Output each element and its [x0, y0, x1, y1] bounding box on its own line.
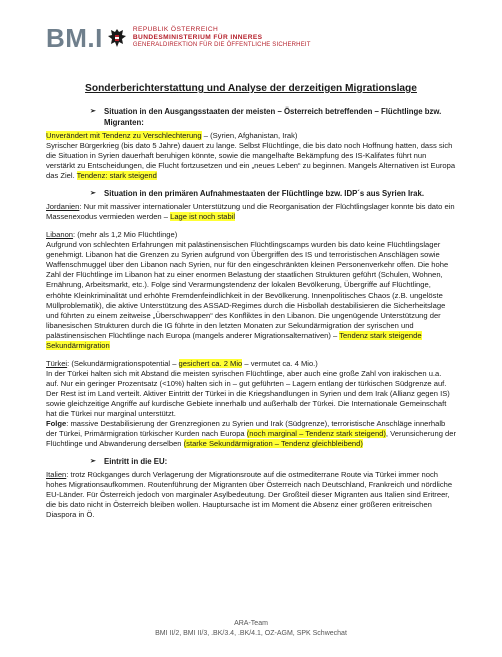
- country-label: Italien: [46, 470, 67, 480]
- footer-team: ARA-Team: [234, 620, 268, 628]
- highlight: (starke Sekundärmigration – Tendenz gleichbleibend): [183, 438, 363, 448]
- highlight: Tendenz: stark steigend: [76, 171, 157, 181]
- org-line-3: GENERALDIREKTION FÜR DIE ÖFFENTLICHE SICHERHEIT: [132, 42, 311, 49]
- highlight: Tendenz stark steigende Sekundärmigration: [46, 330, 422, 350]
- org-line-1: REPUBLIK ÖSTERREICH: [132, 26, 219, 34]
- country-label: Jordanien: [46, 202, 80, 212]
- arrow-bullet-icon: ➢: [90, 190, 96, 198]
- highlight: Unverändert mit Tendenz zu Verschlechterung: [46, 131, 202, 141]
- section-2-heading: ➢ Situation in den primären Aufnahmestaaten der Flüchtlinge bzw. IDP´s aus Syrien Irak.: [90, 189, 425, 199]
- section-3-heading: ➢ Eintritt in die EU:: [90, 456, 168, 466]
- section-1-heading: ➢ Situation in den Ausgangsstaaten der meisten – Österreich betreffenden – Flüchtlinge bzw. Migranten:: [90, 107, 442, 127]
- section-1-body: Unverändert mit Tendenz zu Verschlechterung – (Syrien, Afghanistan, Irak) Syrischer Bürgerkrieg (bis dato 5 Jahre) dauert zu lange. Selbst Flüchtlinge, die bis dato noch Hoffnung hatten, dass sich die Situation in Syrien dauerhaft beruhigen könnte, sowie die mangelhafte Bekämpfung des IS-Kalifates führt nun verstärkt zu Entscheidungen, die Flucht fortzusetzen und ein „neues Leben“ zu beginnen. Mangels Alternativen ist Europa das Ziel. Tendenz: stark steigend: [46, 131, 456, 181]
- ministry-name: [133, 26, 311, 50]
- italy-paragraph: Italien: trotz Rückganges durch Verlagerung der Migrationsroute auf die ostmediterrane Route via Türkei immer noch hohes Migrationsaufkommen. Routenführung der Migranten über Österreich nach Deutschland, Frankreich und nördliche EU-Länder. Für Österreich jedoch von marginaler Asylbedeutung. Der Großteil dieser Migranten aus Italien sind Eritreer, die bis dato nicht in Österreich bleiben wollen. Hauptursache ist im Moment die Absenz einer größeren eritreischen Diaspora in Ö.: [46, 470, 453, 520]
- folge-label: Folge: [46, 418, 67, 428]
- highlight: gesichert ca. 2 Mio: [178, 358, 243, 368]
- country-label: Libanon: [46, 230, 74, 240]
- arrow-bullet-icon: ➢: [90, 457, 96, 465]
- highlight: Lage ist noch stabil: [170, 212, 236, 222]
- highlight: (noch marginal – Tendenz stark steigend): [246, 428, 386, 438]
- letterhead: [46, 16, 456, 60]
- bmi-logo: BM.I: [46, 23, 103, 53]
- austrian-eagle-icon: [107, 27, 127, 49]
- country-label: Türkei: [46, 358, 68, 368]
- footer-distribution: BMI II/2, BMI II/3, .BK/3.4, .BK/4.1, OZ-AGM, SPK Schwechat: [155, 630, 347, 638]
- turkey-paragraph: Türkei: (Sekundärmigrationspotential – gesichert ca. 2 Mio – vermutet ca. 4 Mio.) In der Türkei halten sich mit Abstand die meisten syrischen Flüchtlinge, aber auch eine große Zahl von irakischen u.a. auf. Nur ein geringer Prozentsatz (<10%) halten sich in – gut geführten – Lagern entlang der türkischen Südgrenze auf. Der Rest ist im Land verteilt. Aktiver Eintritt der Türkei in die Kriegshandlungen in Syrien und dem Irak (Allianz gegen IS) sowie gleichzeitige Angriffe auf kurdische Gebiete innerhalb und außerhalb der Türkei. Die Internationale Gemeinschaft hat die Türkei nur marginal unterstützt. Folge: massive Destabilisierung der Grenzregionen zu Syrien und Irak (Südgrenze), terroristische Anschläge innerhalb der Türkei, Primärmigration türkischer Kurden nach Europa (noch marginal – Tendenz stark steigend), Verunsicherung der Flüchtlinge und Abwanderung derselben (starke Sekundärmigration – Tendenz gleichbleibend): [46, 358, 456, 448]
- jordan-paragraph: Jordanien: Nur mit massiver internationaler Unterstützung und die Reorganisation der Flüchtlingslager konnte bis dato ein Massenexodus vermieden werden – Lage ist noch stabil: [46, 202, 455, 222]
- page-footer: [0, 619, 502, 639]
- document-title: Sonderberichterstattung und Analyse der derzeitigen Migrationslage: [85, 83, 417, 94]
- lebanon-paragraph: Libanon: (mehr als 1,2 Mio Flüchtlinge) Aufgrund von schlechten Erfahrungen mit palästinensischen Flüchtlingscamps wurden bis dato keine Flüchtlingslager genehmigt. Libanon hat die Grenzen zu Syrien aufgrund von Übergriffen des IS und terroristischen Anschlägen sowie Waffenschmuggel über den Libanon nach Syrien, nur für den eingeschränkten kleinen Personenverkehr offen. Die hohe Zahl der Flüchtlinge im Libanon hat zu einer enormen Belastung der staatlichen Strukturen geführt (Schulen, Wohnen, Ernährung, Arbeitsmarkt, etc.). Folge sind Verarmungstendenz der lokalen Bevölkerung, Übergriffe auf Flüchtlinge, erhöhte Kleinkriminalität und erhöhte Fremdenfeindlichkeit in der Bevölkerung. Innenpolitisches Chaos (z.B. ungelöste Müllproblematik), die aktive Unterstützung des ASSAD-Regimes durch die Hisbollah destabilisieren die Sicherheitslage und führten zu einem zeitweise „Überschwappen“ des Konfliktes in den Libanon. Die ungenügende Unterstützung der libanesischen Strukturen durch die IG führte in den letzten Monaten zur Sekundärmigration der syrischen und palästinensischen Flüchtlinge nach Europa (mangels anderer Migrationsalternativen) – Tendenz stark steigende Sekundärmigration: [46, 230, 449, 350]
- org-line-2: BUNDESMINISTERIUM FÜR INNERES: [132, 34, 263, 42]
- arrow-bullet-icon: ➢: [90, 108, 96, 116]
